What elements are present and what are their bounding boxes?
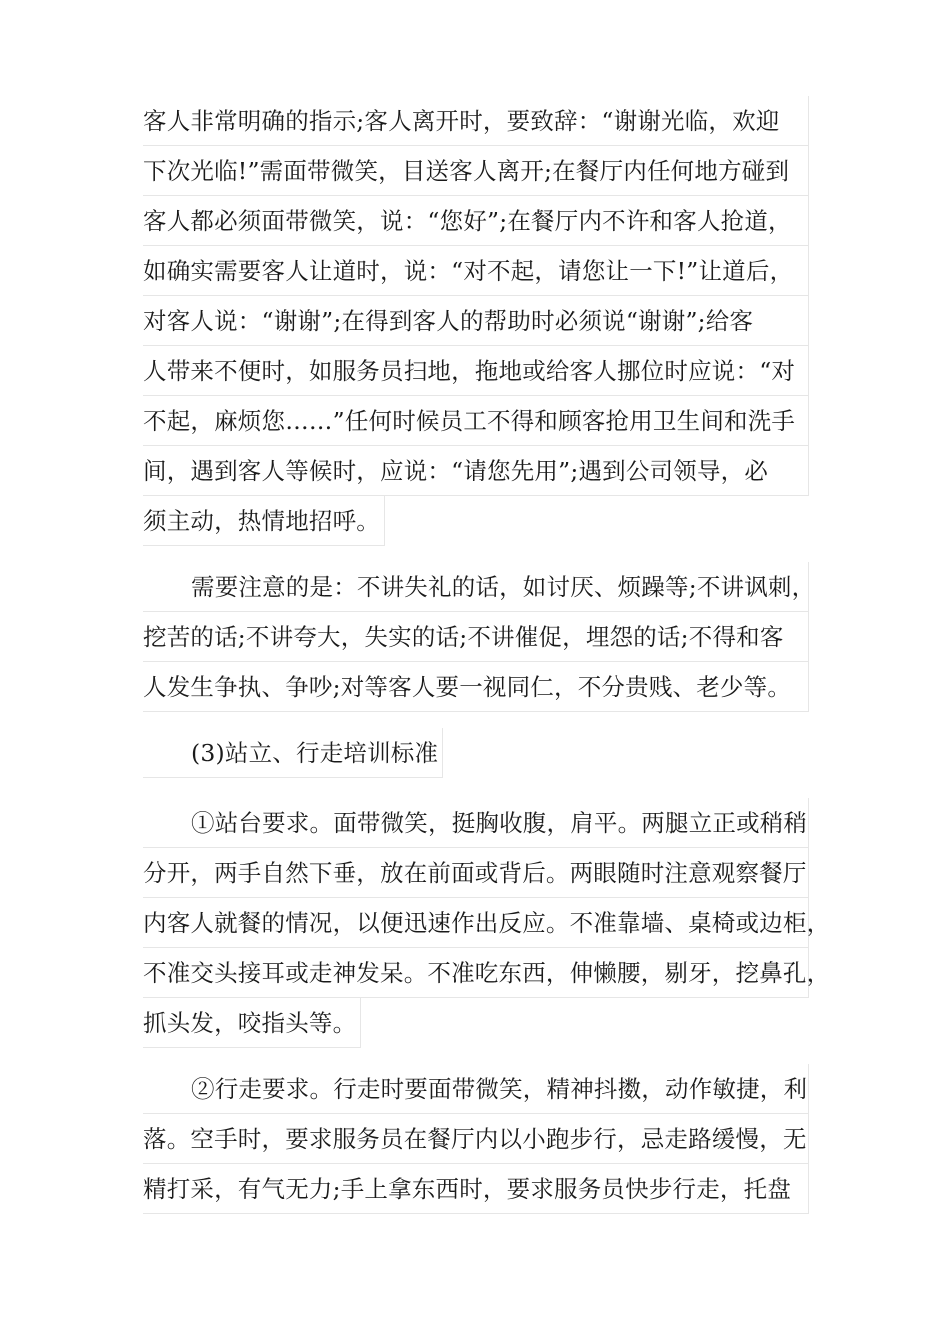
text-line: 精打采，有气无力;手上拿东西时，要求服务员快步行走，托盘 xyxy=(143,1164,809,1214)
text-line: 如确实需要客人让道时，说：“对不起，请您让一下!”让道后， xyxy=(143,246,809,296)
text-line: 不准交头接耳或走神发呆。不准吃东西，伸懒腰，剔牙，挖鼻孔， xyxy=(143,948,809,998)
text-line: 间，遇到客人等候时，应说：“请您先用”;遇到公司领导，必 xyxy=(143,446,809,496)
text-line: 内客人就餐的情况，以便迅速作出反应。不准靠墙、桌椅或边柜， xyxy=(143,898,809,948)
text-line: 客人非常明确的指示;客人离开时，要致辞：“谢谢光临，欢迎 xyxy=(143,96,809,146)
text-line: 须主动，热情地招呼。 xyxy=(143,496,385,546)
paragraph-first-line: ①站台要求。面带微笑，挺胸收腹，肩平。两腿立正或稍稍 xyxy=(143,798,809,848)
paragraph-first-line: 需要注意的是：不讲失礼的话，如讨厌、烦躁等;不讲讽刺， xyxy=(143,562,809,612)
text-line: 不起，麻烦您……”任何时候员工不得和顾客抢用卫生间和洗手 xyxy=(143,396,809,446)
section-heading: (3)站立、行走培训标准 xyxy=(143,728,443,778)
text-line: 人带来不便时，如服务员扫地，拖地或给客人挪位时应说：“对 xyxy=(143,346,809,396)
text-line: 下次光临!”需面带微笑，目送客人离开;在餐厅内任何地方碰到 xyxy=(143,146,809,196)
text-line: 客人都必须面带微笑，说：“您好”;在餐厅内不许和客人抢道， xyxy=(143,196,809,246)
text-line: 分开，两手自然下垂，放在前面或背后。两眼随时注意观察餐厅 xyxy=(143,848,809,898)
text-line: 挖苦的话;不讲夸大，失实的话;不讲催促，埋怨的话;不得和客 xyxy=(143,612,809,662)
text-line: 对客人说：“谢谢”;在得到客人的帮助时必须说“谢谢”;给客 xyxy=(143,296,809,346)
text-line: 抓头发，咬指头等。 xyxy=(143,998,361,1048)
text-line: 落。空手时，要求服务员在餐厅内以小跑步行，忌走路缓慢，无 xyxy=(143,1114,809,1164)
text-line: 人发生争执、争吵;对等客人要一视同仁，不分贵贱、老少等。 xyxy=(143,662,809,712)
paragraph-first-line: ②行走要求。行走时要面带微笑，精神抖擞，动作敏捷，利 xyxy=(143,1064,809,1114)
